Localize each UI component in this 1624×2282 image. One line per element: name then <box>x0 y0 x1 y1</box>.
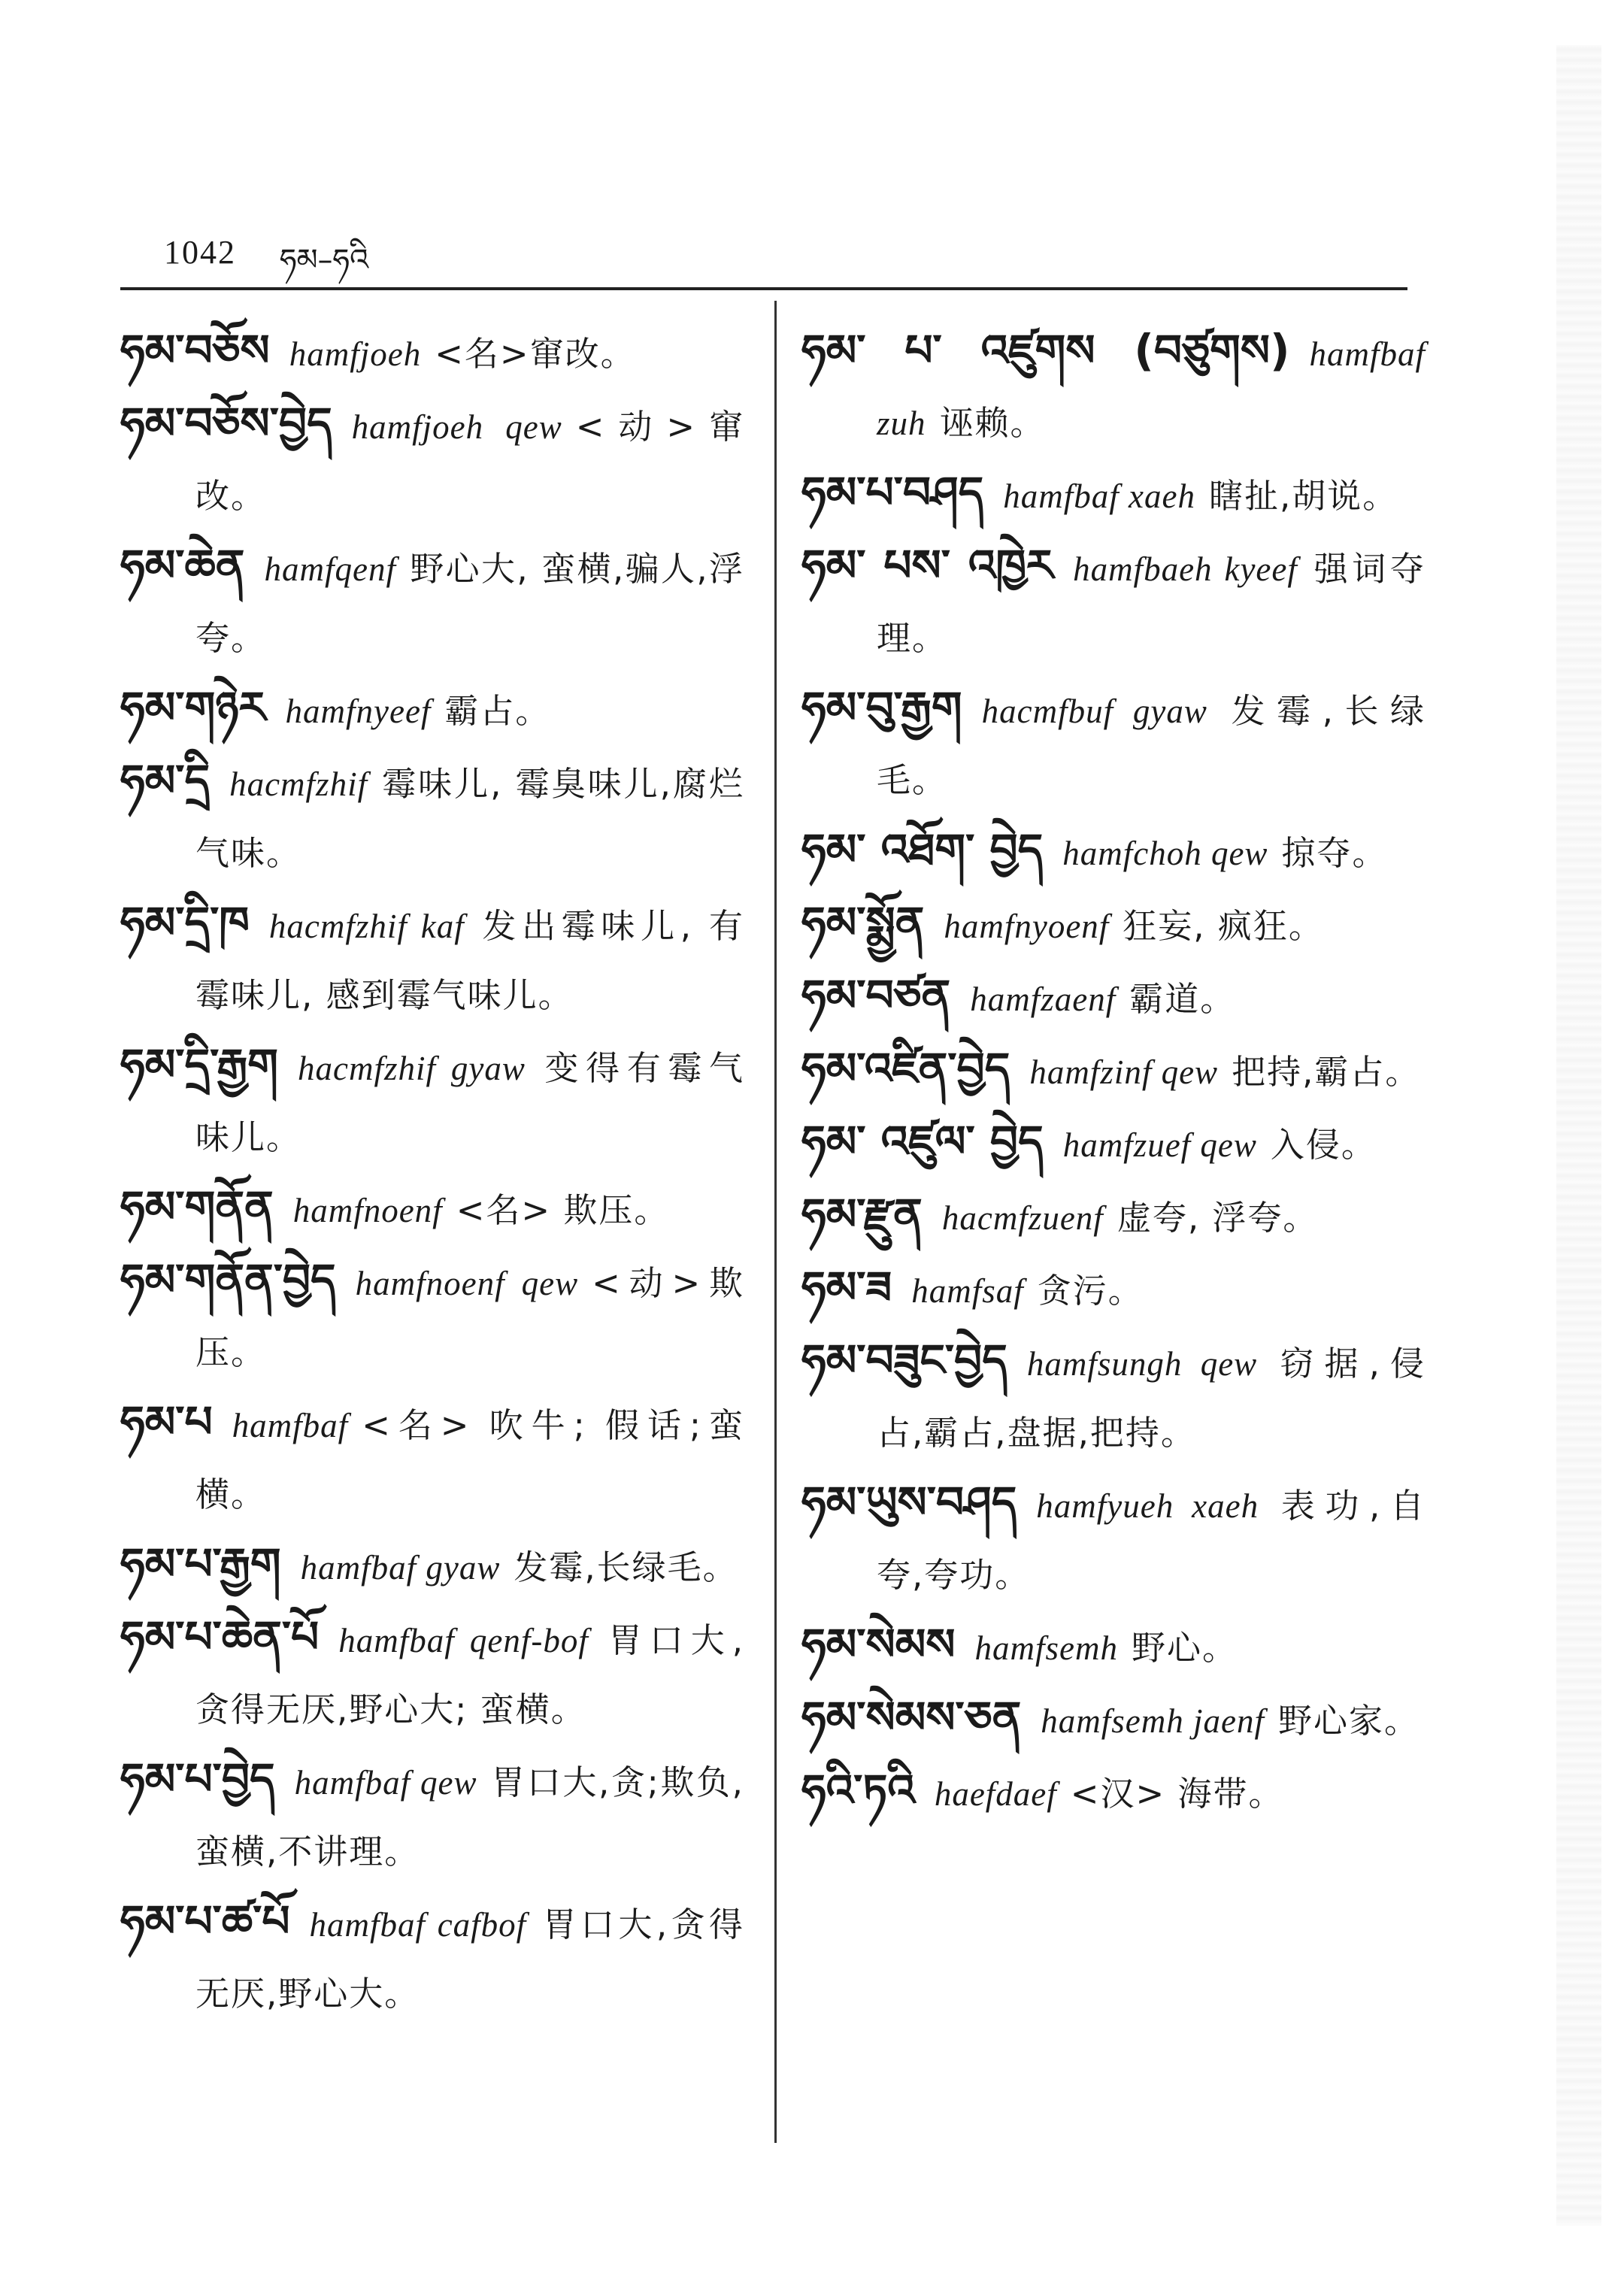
chinese-gloss: 野心家。 <box>1277 1701 1419 1741</box>
dictionary-entry <box>801 531 1426 673</box>
chinese-gloss: 虚夸, 浮夸。 <box>1116 1198 1319 1238</box>
romanization: haefdaef <box>934 1775 1057 1813</box>
romanization: hamfyueh xaeh <box>1036 1487 1259 1525</box>
chinese-gloss: 诬赖。 <box>939 403 1046 443</box>
tibetan-headword: ཧམ་པ་ཆེན་པོ <box>120 1611 320 1662</box>
tibetan-headword: ཧམ་བཙན <box>801 970 951 1021</box>
dictionary-entry <box>801 1756 1426 1829</box>
tibetan-headword: ཧམ་ཡུས་བཤད <box>801 1477 1017 1528</box>
chinese-gloss: 窃据,侵占,霸占,盘据,把持。 <box>877 1344 1426 1453</box>
dictionary-entry <box>801 1180 1426 1253</box>
tibetan-headword: ཧམ་དྲི <box>120 755 211 806</box>
dictionary-entry <box>120 888 744 1030</box>
chinese-gloss: 发出霉味儿, 有霉味儿, 感到霉气味儿。 <box>195 906 745 1015</box>
romanization: hamfbaf <box>232 1407 349 1444</box>
romanization: hamfnoenf qew <box>355 1265 579 1302</box>
chinese-gloss: 胃口大,贪;欺负,蛮横,不讲理。 <box>195 1762 744 1871</box>
romanization: hamfjoeh qew <box>351 408 562 446</box>
chinese-gloss: 掠夺。 <box>1281 833 1388 873</box>
dictionary-entry <box>801 1468 1426 1610</box>
chinese-gloss: 贪污。 <box>1037 1271 1144 1311</box>
romanization: hamfbaf cafbof <box>309 1906 527 1944</box>
tibetan-headword: ཧམ་ པས་ འཁྱེར <box>801 540 1054 591</box>
tibetan-headword: ཧམ་སེམས་ཅན <box>801 1692 1022 1743</box>
dictionary-entry <box>120 316 744 389</box>
romanization: hamfsungh qew <box>1026 1345 1258 1383</box>
chinese-gloss: 变得有霉气味儿。 <box>195 1048 744 1157</box>
tibetan-headword: ཧམ་ པ་ འཛུགས (བཙུགས) <box>801 325 1290 376</box>
chinese-gloss: <名> 吹牛; 假话;蛮横。 <box>195 1405 744 1514</box>
dictionary-entry <box>801 1253 1426 1326</box>
tibetan-headword: ཧམ་པ <box>120 1396 213 1447</box>
tibetan-headword: ཧམ་རྫུན <box>801 1189 923 1240</box>
tibetan-headword: ཧམ་པ་རྒྱག <box>120 1538 281 1590</box>
dictionary-entry <box>801 458 1426 531</box>
right-column <box>801 316 1426 1829</box>
romanization: hacmfzuenf <box>941 1199 1104 1237</box>
chinese-gloss: 胃口大,贪得无厌,野心大。 <box>195 1905 744 2014</box>
tibetan-headword: ཧམ་དྲི་ཁ <box>120 897 250 948</box>
tibetan-headword: ཧམ་སེམས <box>801 1619 956 1670</box>
chinese-gloss: 狂妄, 疯狂。 <box>1123 906 1324 946</box>
dictionary-entry <box>120 531 744 673</box>
tibetan-headword: ཧམ་བཟུང་བྱེད <box>801 1335 1007 1386</box>
chinese-gloss: 发霉,长绿毛。 <box>877 691 1426 800</box>
romanization: hacmfzhif <box>229 765 368 803</box>
romanization: hamfqenf <box>264 550 396 588</box>
dictionary-entry <box>801 815 1426 888</box>
dictionary-entry <box>120 1172 744 1245</box>
romanization: hacmfzhif kaf <box>268 908 465 945</box>
chinese-gloss: 野心。 <box>1132 1628 1238 1668</box>
tibetan-headword: ཧམ་ འཐོག་ བྱེད <box>801 824 1044 875</box>
dictionary-entry <box>801 1034 1426 1107</box>
dictionary-entry <box>801 888 1426 961</box>
romanization: hamfsaf <box>911 1272 1024 1310</box>
romanization: hacmfbuf gyaw <box>981 692 1207 730</box>
tibetan-headword: ཧམ་པ་བཤད <box>801 467 984 518</box>
romanization: hamfchoh qew <box>1062 835 1268 872</box>
tibetan-headword: ཧམ་བཅོས་བྱེད <box>120 398 332 449</box>
tibetan-headword: ཧའི་ཏའི <box>801 1765 915 1816</box>
scan-edge-noise <box>1556 45 1601 2226</box>
tibetan-headword: ཧམ་བུ་རྒྱག <box>801 682 962 733</box>
dictionary-entry <box>801 316 1426 458</box>
dictionary-entry <box>801 1326 1426 1468</box>
left-column <box>120 316 744 2029</box>
dictionary-entry <box>801 1683 1426 1756</box>
dictionary-entry <box>120 1529 744 1602</box>
romanization: hamfzuef qew <box>1062 1126 1257 1164</box>
chinese-gloss: <名>窜改。 <box>435 334 636 374</box>
dictionary-entry <box>801 1610 1426 1683</box>
dictionary-entry <box>801 961 1426 1034</box>
romanization: hacmfzhif gyaw <box>298 1050 526 1087</box>
tibetan-headword: ཧམ་པ་བྱེད <box>120 1753 275 1805</box>
romanization: hamfzinf qew <box>1029 1053 1219 1091</box>
chinese-gloss: <名> 欺压。 <box>456 1190 670 1230</box>
dictionary-entry <box>120 1887 744 2029</box>
romanization: hamfbaf zuh <box>877 335 1426 442</box>
romanization: hamfjoeh <box>289 335 422 373</box>
dictionary-entry <box>120 389 744 531</box>
chinese-gloss: 野心大, 蛮横,骗人,浮夸。 <box>195 549 744 658</box>
romanization: hamfnyoenf <box>944 908 1110 945</box>
tibetan-headword: ཧམ་འཛིན་བྱེད <box>801 1043 1010 1094</box>
column-divider <box>774 301 777 2143</box>
chinese-gloss: <动>窜改。 <box>195 407 744 516</box>
dictionary-entry <box>120 1744 744 1887</box>
dictionary-entry <box>120 1602 744 1744</box>
tibetan-headword: ཧམ་གནོན <box>120 1181 274 1232</box>
chinese-gloss: 入侵。 <box>1270 1125 1377 1165</box>
romanization: hamfbaf xaeh <box>1003 477 1195 515</box>
romanization: hamfsemh <box>974 1629 1118 1667</box>
tibetan-headword: ཧམ་དྲི་རྒྱག <box>120 1039 279 1090</box>
tibetan-headword: ཧམ་ཟ <box>801 1262 892 1313</box>
dictionary-entry <box>120 1387 744 1529</box>
romanization: hamfbaf qenf-bof <box>338 1622 589 1659</box>
chinese-gloss: 霸占。 <box>444 691 551 731</box>
dictionary-entry <box>120 1245 744 1387</box>
dictionary-entry <box>120 746 744 888</box>
tibetan-headword: ཧམ་བཅོས <box>120 325 270 376</box>
tibetan-headword: ཧམ་པ་ཚ་པོ <box>120 1896 290 1947</box>
chinese-gloss: 表功,自夸,夸功。 <box>877 1486 1426 1595</box>
tibetan-headword: ཧམ་སྨྱོན <box>801 897 925 948</box>
chinese-gloss: 发霉,长绿毛。 <box>514 1547 738 1587</box>
romanization: hamfbaf gyaw <box>300 1549 501 1586</box>
dictionary-entry <box>120 1030 744 1172</box>
chinese-gloss: <动>欺压。 <box>195 1263 744 1372</box>
chinese-gloss: <汉> 海带。 <box>1070 1774 1284 1814</box>
romanization: hamfbaf qew <box>294 1764 477 1802</box>
tibetan-headword: ཧམ་ འཛུལ་ བྱེད <box>801 1116 1044 1167</box>
chinese-gloss: 霸道。 <box>1129 979 1236 1019</box>
tibetan-headword: ཧམ་ཆེན <box>120 540 245 591</box>
dictionary-entry <box>801 1107 1426 1180</box>
running-head: ཧམ–ཧའི <box>280 243 369 277</box>
dictionary-entry <box>801 673 1426 815</box>
tibetan-headword: ཧམ་གཉེར <box>120 682 266 733</box>
romanization: hamfbaeh kyeef <box>1073 550 1298 588</box>
chinese-gloss: 胃口大,贪得无厌,野心大; 蛮横。 <box>195 1620 744 1729</box>
header-rule <box>120 287 1407 290</box>
romanization: hamfnyeef <box>285 692 432 730</box>
dictionary-entry <box>120 673 744 746</box>
chinese-gloss: 把持,霸占。 <box>1232 1052 1421 1092</box>
page-number: 1042 <box>164 234 236 271</box>
chinese-gloss: 强词夺理。 <box>877 549 1426 658</box>
chinese-gloss: 瞎扯,胡说。 <box>1208 476 1398 516</box>
romanization: hamfsemh jaenf <box>1041 1702 1265 1740</box>
tibetan-headword: ཧམ་གནོན་བྱེད <box>120 1254 336 1305</box>
romanization: hamfnoenf <box>292 1192 443 1229</box>
chinese-gloss: 霉味儿, 霉臭味儿,腐烂气味。 <box>195 764 744 873</box>
romanization: hamfzaenf <box>970 980 1116 1018</box>
